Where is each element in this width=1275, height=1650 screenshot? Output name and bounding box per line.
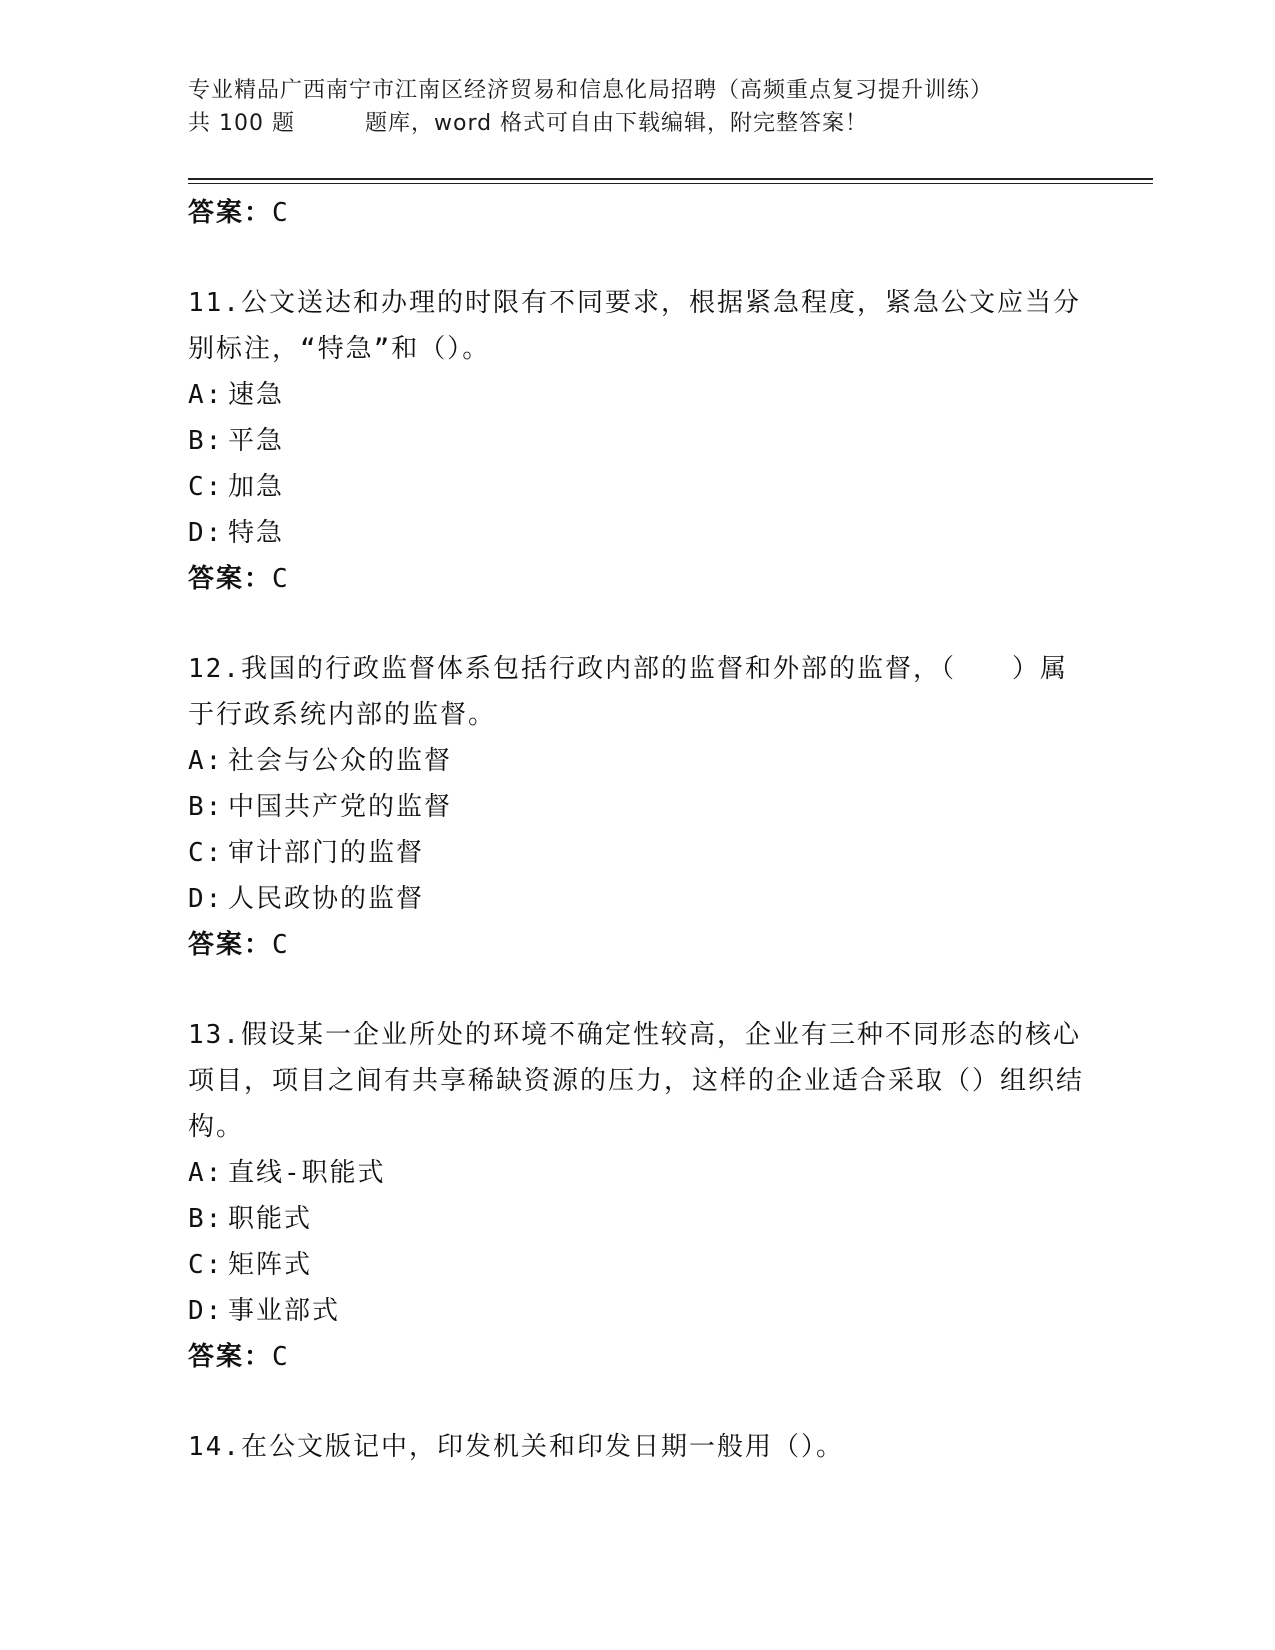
answer-line — [188, 1334, 1088, 1380]
option-d — [188, 876, 1088, 922]
header-rule-thick — [188, 178, 1153, 180]
option-b — [188, 418, 1088, 464]
option-text: 速急 — [228, 380, 285, 410]
option-d — [188, 510, 1088, 556]
option-key: A: — [188, 1158, 224, 1188]
answer-value: C — [272, 564, 290, 594]
header-title: 专业精品广西南宁市江南区经济贸易和信息化局招聘（高频重点复习提升训练） — [188, 78, 994, 103]
option-text: 社会与公众的监督 — [228, 746, 453, 776]
option-d — [188, 1288, 1088, 1334]
answer-line — [188, 922, 1088, 968]
option-text: 特急 — [228, 518, 285, 548]
question-list — [188, 190, 1088, 1470]
answer-value: C — [272, 930, 290, 960]
option-b — [188, 1196, 1088, 1242]
answer-value: C — [272, 198, 290, 228]
option-key: D: — [188, 1296, 224, 1326]
question-stem: 13.假设某一企业所处的环境不确定性较高，企业有三种不同形态的核心项目，项目之间有共享稀缺资源的压力，这样的企业适合采取（）组织结构。 — [188, 1020, 1085, 1142]
answer-label: 答案： — [188, 930, 273, 960]
option-c — [188, 1242, 1088, 1288]
option-a — [188, 372, 1088, 418]
header-description: 题库，word 格式可自由下载编辑，附完整答案！ — [364, 111, 869, 136]
option-text: 加急 — [228, 472, 285, 502]
option-key: C: — [188, 472, 224, 502]
answer-line — [188, 556, 1088, 602]
answer-label: 答案： — [188, 198, 273, 228]
option-key: B: — [188, 426, 224, 456]
option-key: B: — [188, 792, 224, 822]
option-key: B: — [188, 1204, 224, 1234]
option-a — [188, 738, 1088, 784]
option-text: 人民政协的监督 — [228, 884, 425, 914]
option-key: C: — [188, 1250, 224, 1280]
question-stem: 11.公文送达和办理的时限有不同要求，根据紧急程度，紧急公文应当分别标注，“特急”和（）。 — [188, 288, 1081, 364]
question-item — [188, 1012, 1088, 1380]
option-key: D: — [188, 518, 224, 548]
question-item — [188, 646, 1088, 968]
option-c — [188, 464, 1088, 510]
option-key: A: — [188, 746, 224, 776]
option-text: 平急 — [228, 426, 285, 456]
answer-value: C — [272, 1342, 290, 1372]
option-key: D: — [188, 884, 224, 914]
option-a — [188, 1150, 1088, 1196]
header-rule-thin — [188, 183, 1153, 184]
header-subtitle — [188, 107, 1088, 140]
option-text: 职能式 — [228, 1204, 313, 1234]
option-text: 事业部式 — [228, 1296, 341, 1326]
document-header — [188, 74, 1088, 140]
option-c — [188, 830, 1088, 876]
option-key: A: — [188, 380, 224, 410]
question-stem: 12.我国的行政监督体系包括行政内部的监督和外部的监督，（ ）属于行政系统内部的监督。 — [188, 654, 1068, 730]
header-question-count: 共 100 题 — [188, 111, 295, 136]
option-text: 矩阵式 — [228, 1250, 313, 1280]
option-key: C: — [188, 838, 224, 868]
question-item — [188, 1424, 1088, 1470]
option-text: 审计部门的监督 — [228, 838, 425, 868]
option-text: 直线-职能式 — [228, 1158, 386, 1188]
question-item — [188, 280, 1088, 602]
answer-line — [188, 190, 1088, 236]
question-stem: 14.在公文版记中，印发机关和印发日期一般用（）。 — [188, 1432, 844, 1462]
option-text: 中国共产党的监督 — [228, 792, 453, 822]
option-b — [188, 784, 1088, 830]
answer-label: 答案： — [188, 1342, 273, 1372]
answer-label: 答案： — [188, 564, 273, 594]
